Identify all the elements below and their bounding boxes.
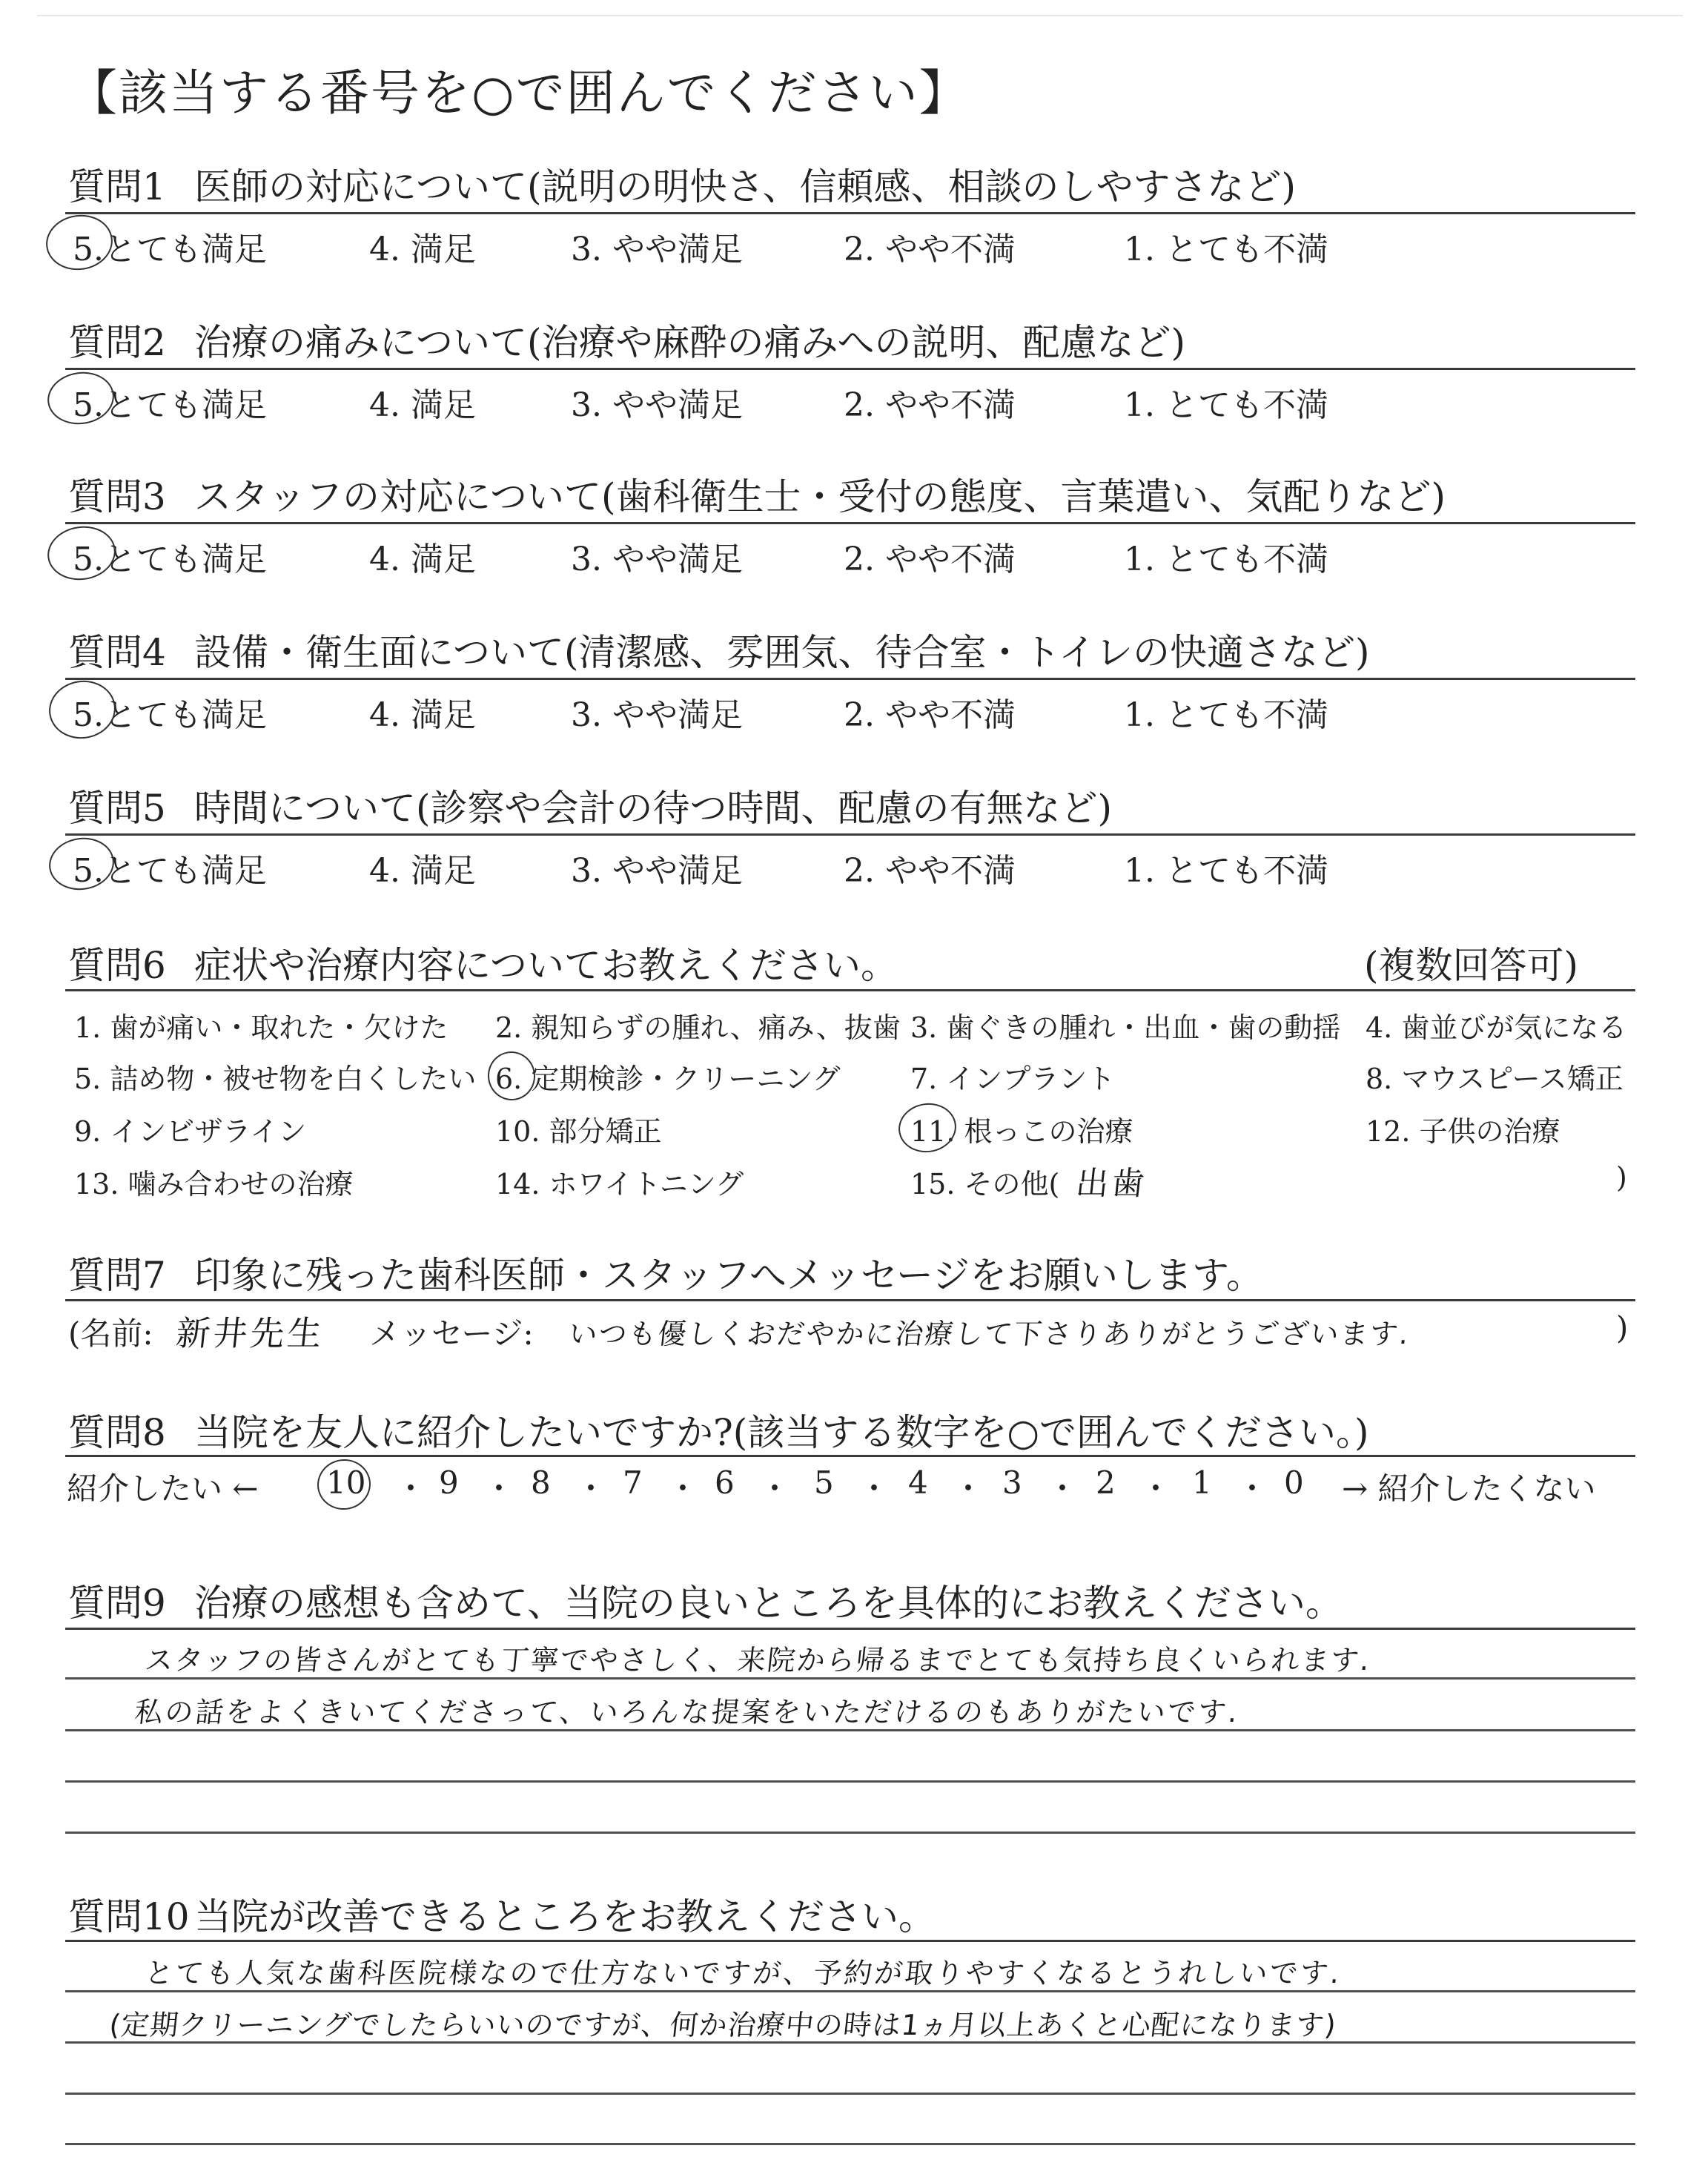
question-number: 質問5	[68, 787, 166, 830]
rule	[65, 678, 1635, 680]
symptom-option[interactable]: 11. 根っこの治療	[910, 1115, 1133, 1148]
answer-rule	[65, 1780, 1635, 1783]
scale-dot: ・	[483, 1470, 515, 1507]
option-5[interactable]: 5.とても満足	[73, 386, 267, 424]
answer-line-2: 私の話をよくきいてくださって、いろんな提案をいただけるのもありがたいです.	[133, 1696, 1242, 1728]
question-text: 印象に残った歯科医師・スタッフへメッセージをお願いします。	[194, 1254, 1263, 1297]
option-1[interactable]: 1. とても不満	[1124, 386, 1328, 424]
symptom-option[interactable]: 6. 定期検診・クリーニング	[495, 1063, 841, 1095]
question-number: 質問4	[68, 631, 166, 674]
option-5[interactable]: 5.とても満足	[73, 852, 267, 890]
scale-value-3[interactable]: 3	[1002, 1464, 1022, 1501]
rule	[65, 212, 1635, 214]
answer-line-2: (定期クリーニングでしたらいいのですが、何か治療中の時は1ヵ月以上あくと心配になります)	[107, 2009, 1339, 2041]
multiple-answers-note: (複数回答可)	[1364, 944, 1579, 987]
rule	[65, 833, 1635, 836]
question-text: 医師の対応について(説明の明快さ、信頼感、相談のしやすさなど)	[194, 165, 1297, 208]
scale-dot: ・	[1237, 1470, 1268, 1507]
option-1[interactable]: 1. とても不満	[1124, 852, 1328, 890]
option-3[interactable]: 3. やや満足	[571, 541, 743, 578]
option-2[interactable]: 2. やや不満	[844, 231, 1016, 268]
option-3[interactable]: 3. やや満足	[571, 231, 743, 268]
question-text: 治療の感想も含めて、当院の良いところを具体的にお教えください。	[194, 1582, 1343, 1625]
scale-dot: ・	[1047, 1470, 1079, 1507]
other-handwritten-answer: 出歯	[1073, 1165, 1150, 1203]
question-text: 当院が改善できるところをお教えください。	[194, 1895, 936, 1938]
rule	[65, 1455, 1635, 1457]
rule	[65, 1299, 1635, 1301]
option-5[interactable]: 5.とても満足	[73, 541, 267, 578]
question-number: 質問10	[68, 1895, 190, 1938]
option-2[interactable]: 2. やや不満	[844, 852, 1016, 890]
question-6-title	[68, 936, 898, 989]
symptom-option[interactable]: 3. 歯ぐきの腫れ・出血・歯の動揺	[910, 1011, 1341, 1044]
answer-rule	[65, 2143, 1635, 2145]
scale-value-8[interactable]: 8	[531, 1464, 551, 1501]
message-label: メッセージ:	[369, 1315, 534, 1352]
question-9-title	[68, 1573, 1343, 1627]
symptom-option[interactable]: 8. マウスピース矯正	[1366, 1063, 1623, 1095]
question-number: 質問3	[68, 475, 166, 518]
option-1[interactable]: 1. とても不満	[1124, 231, 1328, 268]
answer-rule	[65, 1677, 1635, 1680]
option-5[interactable]: 5.とても満足	[73, 696, 267, 734]
symptom-option[interactable]: 12. 子供の治療	[1366, 1115, 1560, 1148]
scale-left-label: 紹介したい ←	[67, 1470, 259, 1507]
scale-value-5[interactable]: 5	[814, 1464, 834, 1501]
option-1[interactable]: 1. とても不満	[1124, 696, 1328, 734]
symptom-option[interactable]: 5. 詰め物・被せ物を白くしたい	[74, 1063, 477, 1095]
symptom-option[interactable]: 2. 親知らずの腫れ、痛み、抜歯	[495, 1011, 901, 1044]
option-4[interactable]: 4. 満足	[369, 386, 476, 424]
other-close-paren: )	[1616, 1161, 1627, 1194]
question-text: 治療の痛みについて(治療や麻酔の痛みへの説明、配慮など)	[194, 321, 1186, 364]
scale-dot: ・	[395, 1470, 427, 1507]
scale-value-9[interactable]: 9	[439, 1464, 459, 1501]
rule	[65, 1628, 1635, 1630]
question-5-title	[68, 779, 1112, 832]
question-number: 質問7	[68, 1254, 166, 1297]
question-2-title	[68, 313, 1185, 366]
answer-rule	[65, 1729, 1635, 1731]
option-5[interactable]: 5.とても満足	[73, 231, 267, 268]
question-text: 当院を友人に紹介したいですか?(該当する数字を○で囲んでください。)	[194, 1411, 1369, 1454]
question-text: 時間について(診察や会計の待つ時間、配慮の有無など)	[194, 787, 1113, 830]
answer-rule	[65, 1990, 1635, 1992]
option-3[interactable]: 3. やや満足	[571, 386, 743, 424]
rule	[65, 368, 1635, 370]
answer-rule	[65, 1832, 1635, 1834]
name-handwritten: 新井先生	[173, 1313, 327, 1353]
option-4[interactable]: 4. 満足	[369, 541, 476, 578]
question-number: 質問2	[68, 321, 166, 364]
symptom-option[interactable]: 14. ホワイトニング	[495, 1168, 744, 1200]
option-4[interactable]: 4. 満足	[369, 231, 476, 268]
option-2[interactable]: 2. やや不満	[844, 386, 1016, 424]
scale-dot: ・	[575, 1470, 607, 1507]
question-3-title	[68, 467, 1446, 521]
question-text: スタッフの対応について(歯科衛生士・受付の態度、言葉遣い、気配りなど)	[194, 475, 1446, 518]
scale-right-label: → 紹介したくない	[1342, 1470, 1596, 1507]
option-4[interactable]: 4. 満足	[369, 696, 476, 734]
question-number: 質問8	[68, 1411, 166, 1454]
symptom-option[interactable]: 9. インビザライン	[74, 1115, 307, 1148]
answer-rule	[65, 2093, 1635, 2095]
scale-dot: ・	[1140, 1470, 1172, 1507]
option-1[interactable]: 1. とても不満	[1124, 541, 1328, 578]
option-3[interactable]: 3. やや満足	[571, 852, 743, 890]
rule	[65, 989, 1635, 991]
scale-value-1[interactable]: 1	[1192, 1464, 1212, 1501]
question-4-title	[68, 623, 1370, 676]
option-2[interactable]: 2. やや不満	[844, 696, 1016, 734]
scale-dot: ・	[858, 1470, 890, 1507]
symptom-option[interactable]: 15. その他(	[910, 1168, 1060, 1200]
scale-value-6[interactable]: 6	[715, 1464, 735, 1501]
option-2[interactable]: 2. やや不満	[844, 541, 1016, 578]
question-text: 症状や治療内容についてお教えください。	[194, 944, 898, 987]
question-10-title	[68, 1887, 936, 1941]
question-number: 質問9	[68, 1582, 166, 1625]
symptom-option[interactable]: 13. 噛み合わせの治療	[74, 1168, 354, 1200]
name-label: (名前:	[68, 1315, 153, 1352]
scale-value-0[interactable]: 0	[1284, 1464, 1304, 1501]
message-close-paren: )	[1616, 1309, 1629, 1346]
question-8-title	[68, 1403, 1368, 1456]
symptom-option[interactable]: 1. 歯が痛い・取れた・欠けた	[74, 1011, 448, 1044]
question-number: 質問1	[68, 165, 166, 208]
option-4[interactable]: 4. 満足	[369, 852, 476, 890]
question-7-title	[68, 1246, 1263, 1299]
page-top-border	[37, 15, 1683, 16]
question-number: 質問6	[68, 944, 166, 987]
answer-line-1: とても人気な歯科医院様なので仕方ないですが、予約が取りやすくなるとうれしいです.	[143, 1957, 1344, 1989]
question-1-title	[68, 157, 1296, 211]
scale-dot: ・	[667, 1470, 699, 1507]
symptom-option[interactable]: 7. インプラント	[910, 1063, 1116, 1095]
symptom-option[interactable]: 10. 部分矯正	[495, 1115, 662, 1148]
symptom-option[interactable]: 4. 歯並びが気になる	[1366, 1011, 1627, 1044]
answer-rule	[65, 2041, 1635, 2044]
page-heading: 【該当する番号を○で囲んでください】	[68, 65, 970, 122]
message-handwritten: いつも優しくおだやかに治療して下さりありがとうございます.	[567, 1318, 1412, 1350]
answer-line-1: スタッフの皆さんがとても丁寧でやさしく、来院から帰るまでとても気持ち良くいられます.	[143, 1644, 1373, 1677]
scale-value-7[interactable]: 7	[623, 1464, 643, 1501]
scale-dot: ・	[759, 1470, 791, 1507]
question-text: 設備・衛生面について(清潔感、雰囲気、待合室・トイレの快適さなど)	[194, 631, 1370, 674]
scale-value-10[interactable]: 10	[326, 1464, 366, 1501]
scale-value-2[interactable]: 2	[1096, 1464, 1116, 1501]
rule	[65, 1940, 1635, 1942]
scale-dot: ・	[953, 1470, 984, 1507]
rule	[65, 522, 1635, 524]
scale-value-4[interactable]: 4	[908, 1464, 928, 1501]
option-3[interactable]: 3. やや満足	[571, 696, 743, 734]
